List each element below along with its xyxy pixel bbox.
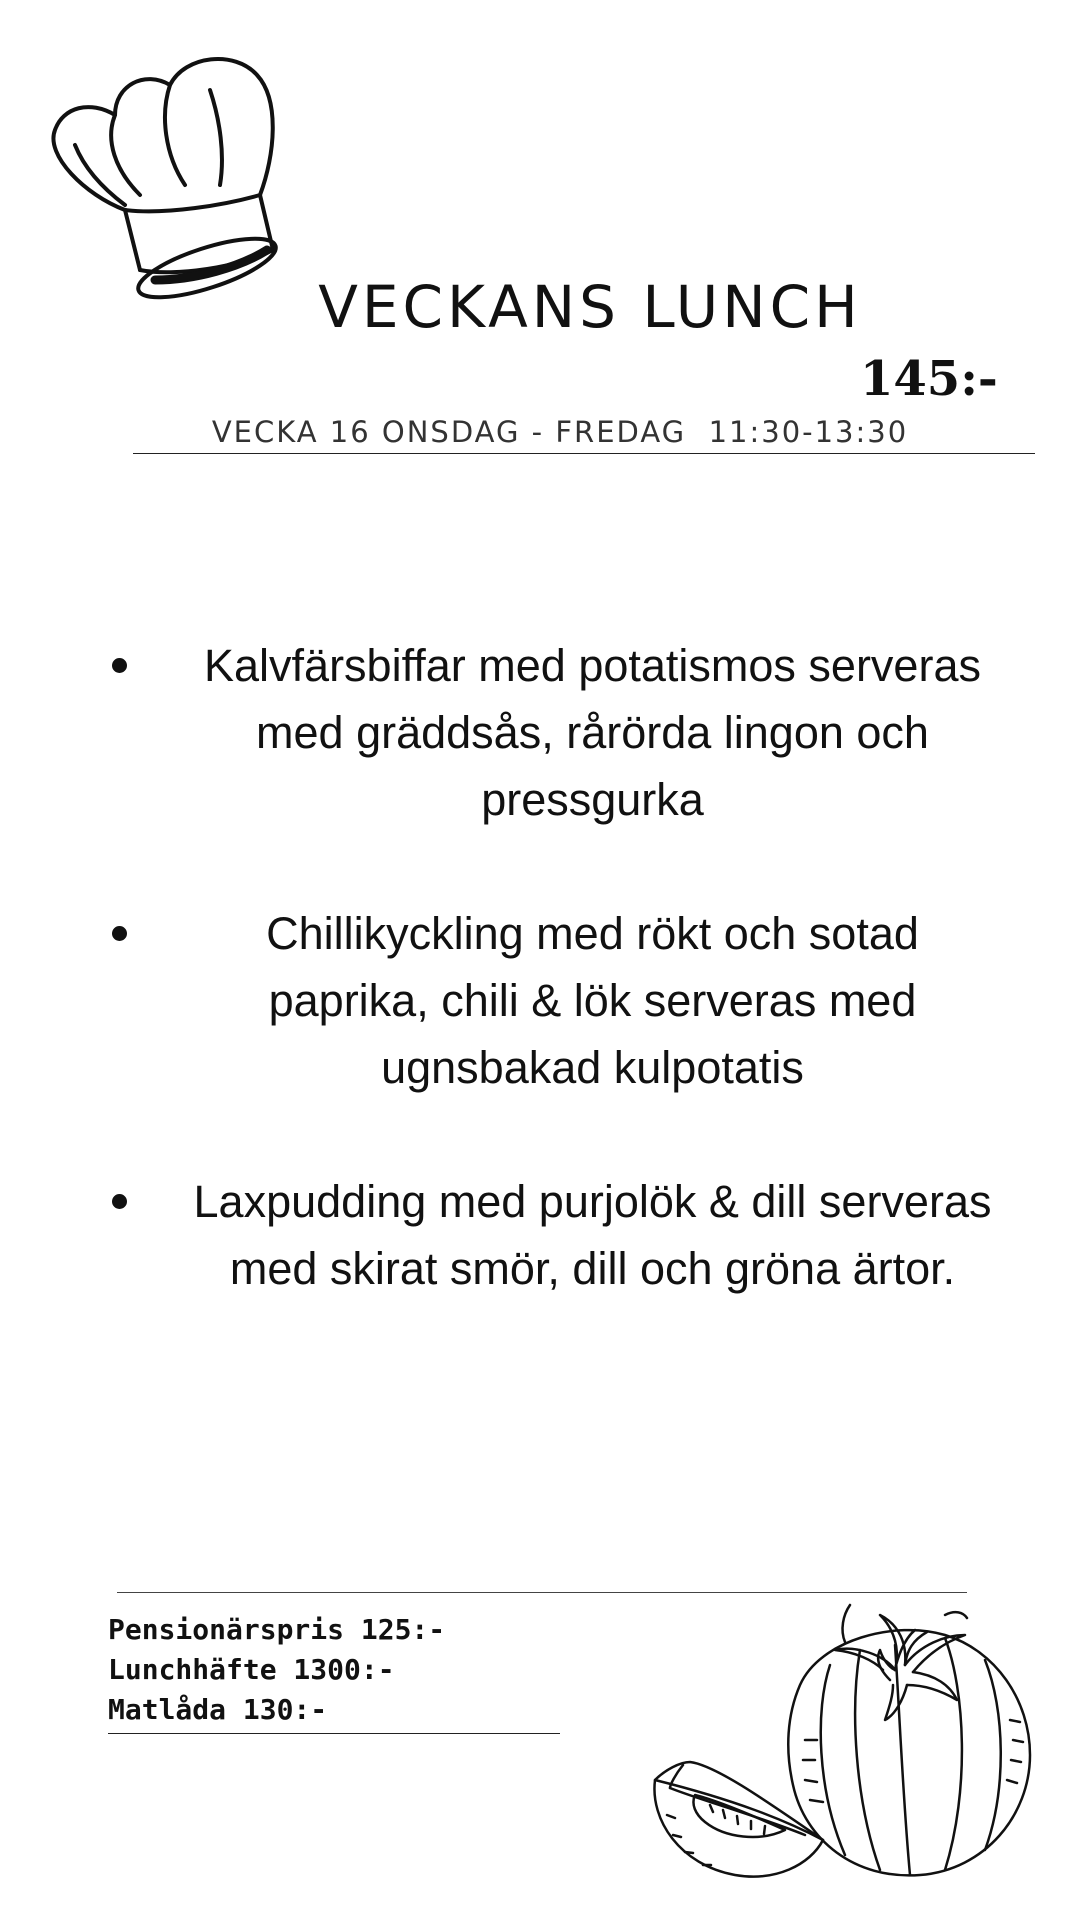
header-divider — [133, 453, 1035, 454]
menu-item-text: Laxpudding med purjolök & dill serveras med skirat smör, dill och gröna ärtor. — [193, 1176, 992, 1294]
bullet-icon — [112, 658, 127, 673]
pensioner-price: Pensionärspris 125:- — [108, 1613, 446, 1646]
page-title: VECKANS LUNCH — [318, 273, 862, 341]
extras-list — [108, 1610, 445, 1730]
lunchbox-price: Matlåda 130:- — [108, 1693, 328, 1726]
schedule-text: VECKA 16 ONSDAG - FREDAG 11:30-13:30 — [211, 415, 909, 449]
chef-hat-icon — [45, 45, 295, 310]
menu-item-text: Chillikyckling med rökt och sotad paprika, chili & lök serveras med ugnsbakad kulpotatis — [266, 908, 919, 1093]
lunch-price: 145:- — [860, 351, 998, 407]
lunch-booklet-price: Lunchhäfte 1300:- — [108, 1653, 395, 1686]
bullet-icon — [112, 1194, 127, 1209]
menu-item — [100, 1168, 1030, 1302]
menu-list — [100, 632, 1030, 1369]
menu-item — [100, 900, 1030, 1101]
tomato-illustration-icon — [645, 1590, 1040, 1890]
bullet-icon — [112, 926, 127, 941]
menu-item-text: Kalvfärsbiffar med potatismos serveras med gräddsås, rårörda lingon och pressgurka — [204, 640, 981, 825]
menu-item — [100, 632, 1030, 833]
extras-divider — [108, 1733, 560, 1734]
